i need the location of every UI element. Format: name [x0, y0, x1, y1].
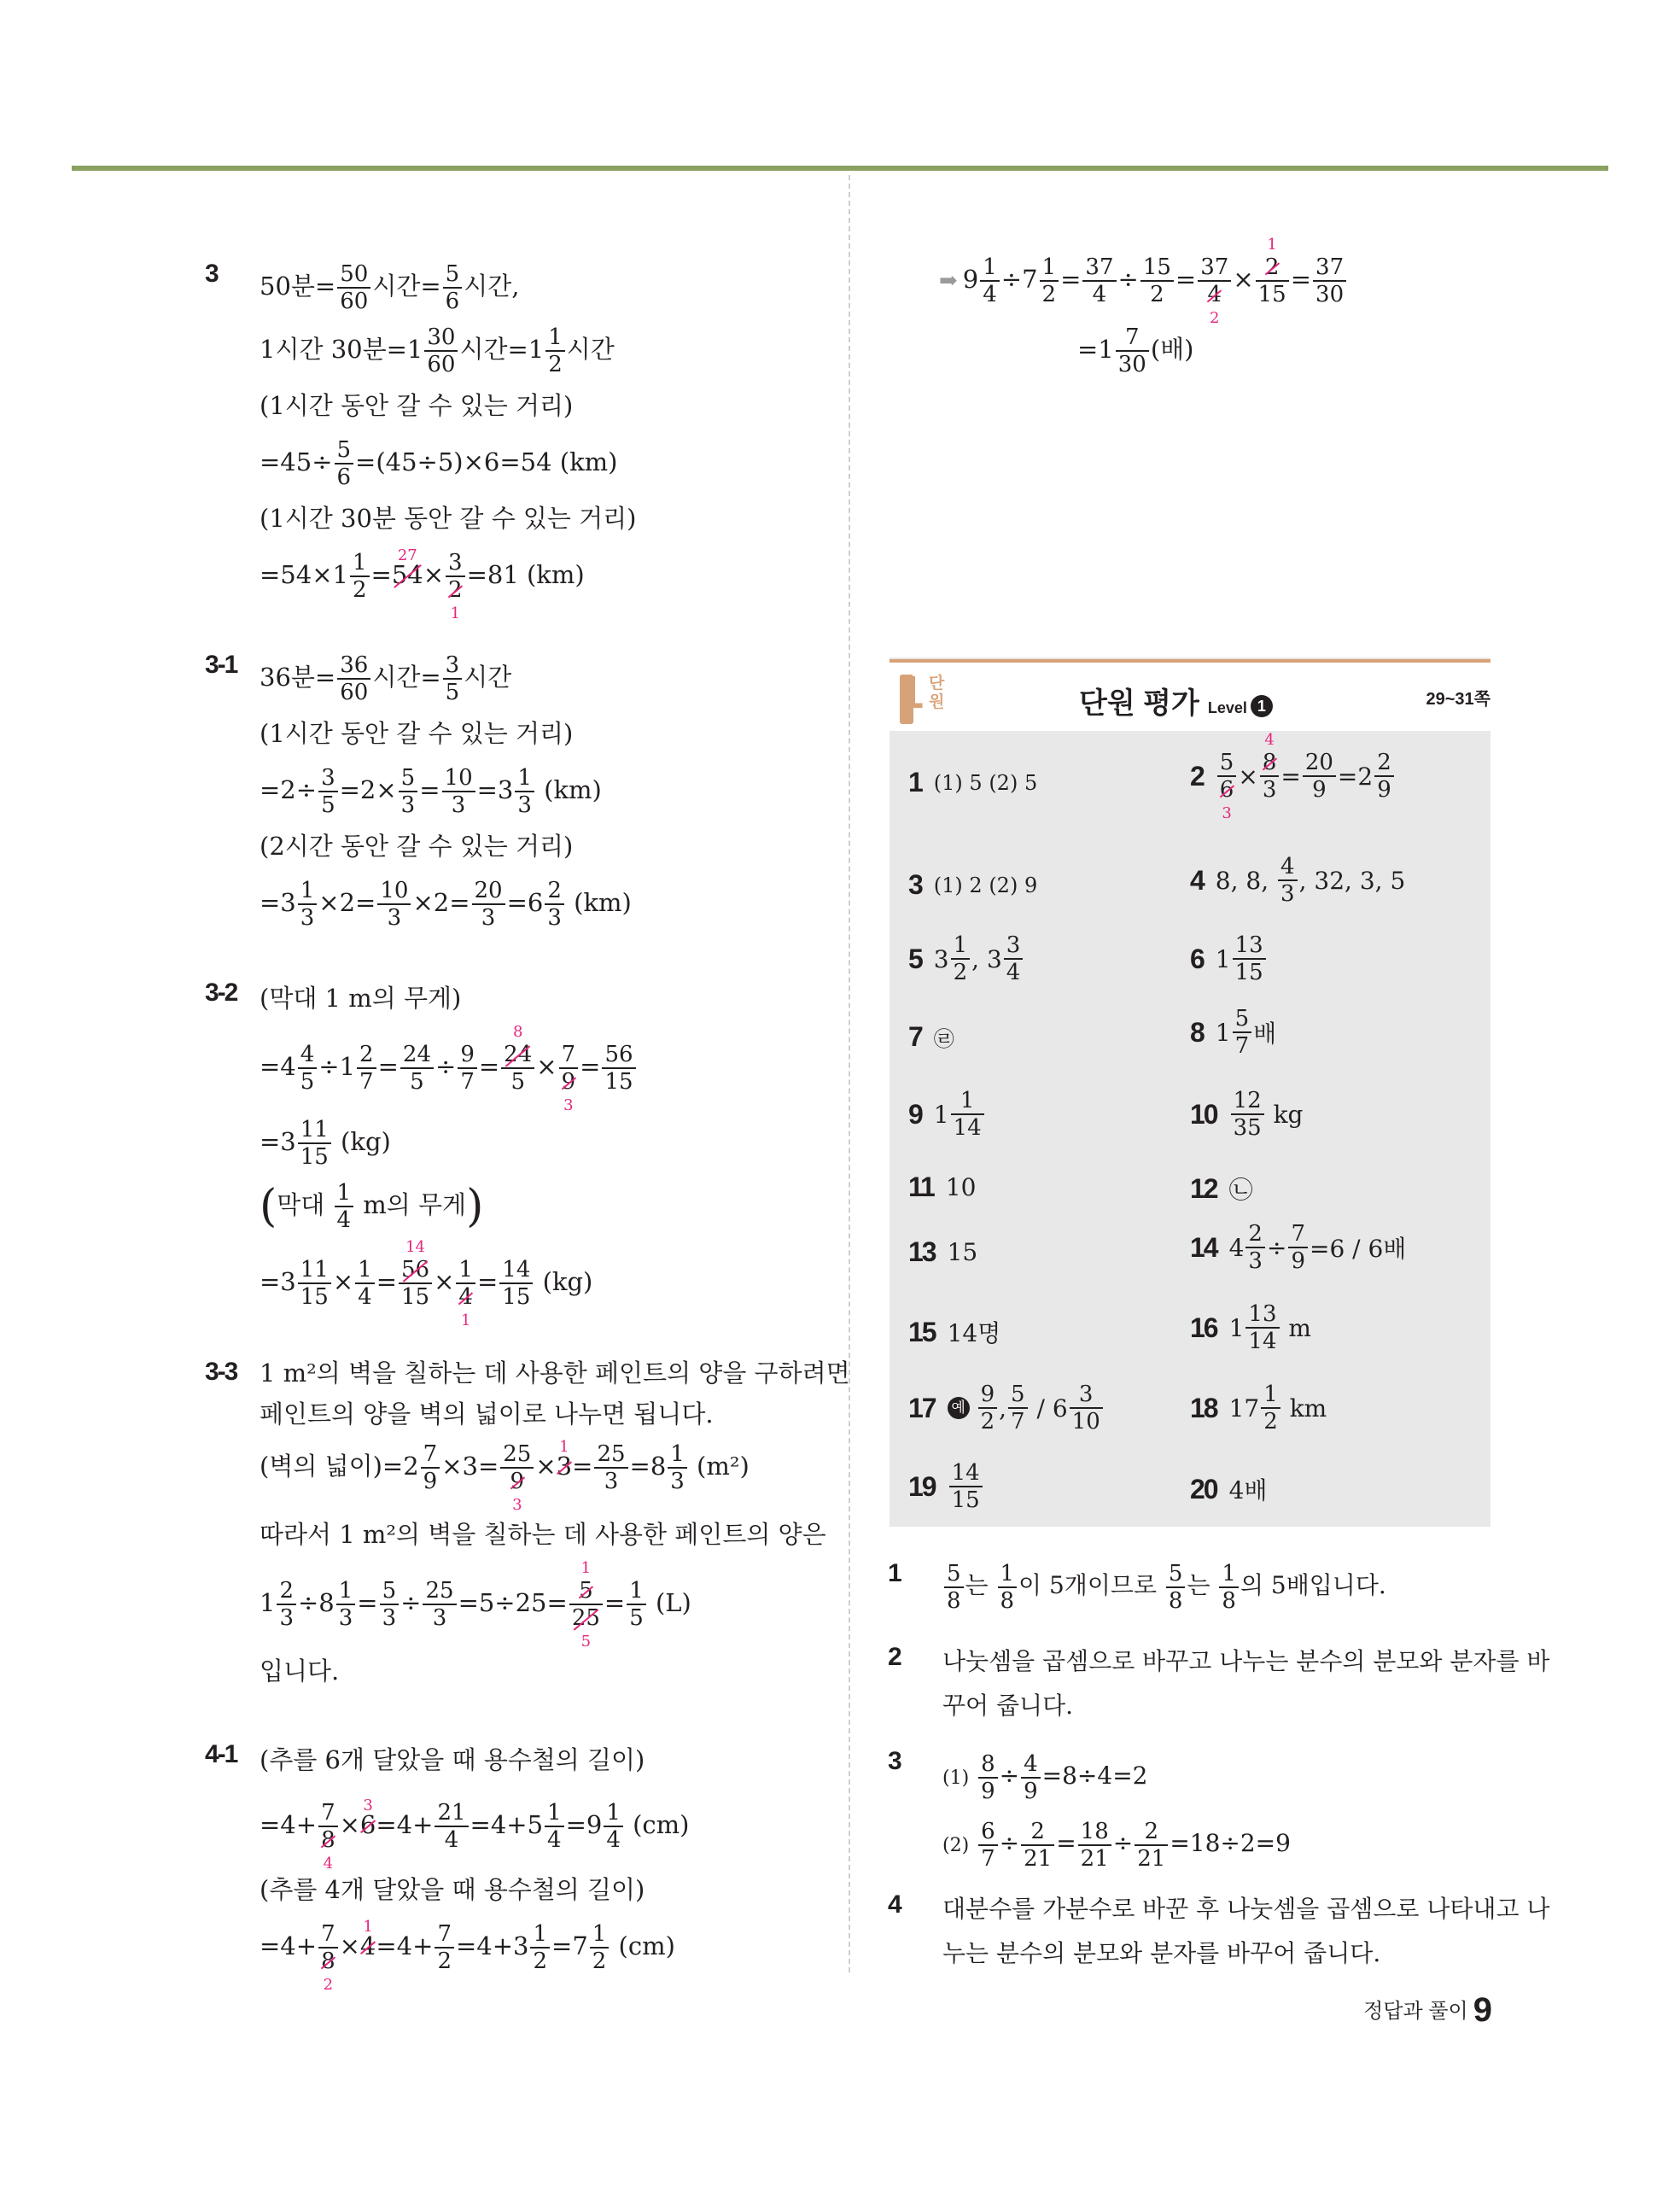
evaluation-title: 단원 평가 Level 1 [1079, 680, 1273, 722]
column-divider [849, 175, 850, 1972]
answer-8: 8 1 5 7 배 [1190, 1006, 1277, 1059]
answer-10: 10 12 35 kg [1190, 1088, 1304, 1141]
problem-number: 3-1 [205, 651, 237, 679]
answer-14: 14 4 2 3 ÷ $\frac{7}{9}$ =6 / 6배 [1190, 1221, 1407, 1274]
problem-number: 4-1 [205, 1740, 237, 1768]
answer-2: 2 5 6 3 × 4 8 3 = 20 9 =2 2 9 [1190, 751, 1396, 801]
problem-3-2: 3-2 (막대 1 m의 무게) =4 $\frac{4}{5}$ ÷1 $\frac{2}{7}$ = $\frac{24}{5}$ ÷ $\frac{9}{7}$ = 8 24 5 × 7 9 3 = $\frac{56}{15}$ =3 $\frac{11}{15}$ (kg) (막대 $\frac{1}{4}$ m의 무게) =3 $\frac{11}{15}$ × $\frac{1}{4}$ = 14 56 15 × 1 4 1 = $\frac{14}{15}$ (kg) [205, 973, 820, 1313]
solution-1: 1 $\frac{5}{8}$ 는 $\frac{1}{8}$ 이 5개이므로 $\frac{5}{8}$ 는 $\frac{1}{8}$ 의 5배입니다. [888, 1559, 1386, 1614]
solution-4: 4 대분수를 가분수로 바꾼 후 나눗셈을 곱셈으로 나타내고 나누는 분수의 분모와 분자를 바꾸어 줍니다. [888, 1890, 1550, 1967]
right-column-continuation: ➡ 9 $\frac{1}{4}$ ÷7 $\frac{1}{2}$ = $\frac{37}{4}$ ÷ $\frac{15}{2}$ = 37 4 2 × 1 2 15 = $\frac{37}{30}$ =1 $\frac{7}{30}$ (배) [888, 248, 1502, 381]
level-badge: 1 [1251, 695, 1273, 717]
problem-number: 3 [205, 260, 218, 288]
example-badge: 예 [948, 1397, 970, 1419]
unit-number: 1 [898, 667, 925, 718]
answer-15: 15 14명 [908, 1316, 1001, 1347]
unit-word: 단원 [929, 675, 945, 711]
problem-4-1: 4-1 (추를 6개 달았을 때 용수철의 길이) =4+ 7 8 4 × 3 6=4+ $\frac{21}{4}$ =4+5 $\frac{1}{4}$ =9 $\frac{1}{4}$ (cm) (추를 4개 달았을 때 용수철의 길이) =4+ 7 8 2 × 1 4=4+ $\frac{7}{2}$ =4+3 $\frac{1}{2}$ =7 $\frac{1}{2}$ (cm) [205, 1740, 690, 1994]
unit-evaluation-header [890, 659, 1490, 731]
left-column [205, 254, 850, 2017]
solution-2: 2 나눗셈을 곱셈으로 바꾸고 나누는 분수의 분모와 분자를 바꾸어 줍니다. [888, 1643, 1550, 1720]
problem-3: 3 50분= $\frac{50}{60}$ 시간= $\frac{5}{6}$ 시간, 1시간 30분=1 $\frac{30}{60}$ 시간=1 $\frac{1}{2}$ 시간 (1시간 동안 갈 수 있는 거리) =45÷ $\frac{5}{6}$ =(45÷5)×6=54 (km) (1시간 30분 동안 갈 수 있는 거리) =54×1 $\frac{1}{2}$ = 27 54× 3 2 1 =81 (km) [205, 260, 637, 622]
problem-3-3: 3-3 1 m²의 벽을 칠하는 데 사용한 페인트의 양을 구하려면 페인트의 양을 벽의 넓이로 나누면 됩니다. (벽의 넓이)=2 $\frac{7}{9}$ ×3= 25 9 3 × 1 3= $\frac{25}{3}$ =8 $\frac{1}{3}$ (m²) 따라서 1 m²의 벽을 칠하는 데 사용한 페인트의 양은 1 $\frac{2}{3}$ ÷8 $\frac{1}{3}$ = $\frac{5}{3}$ ÷ $\frac{25}{3}$ =5÷25= 1 5 25 5 = $\frac{1}{5}$ (L) 입니다. [205, 1358, 850, 1686]
answer-11: 11 10 [908, 1171, 977, 1202]
answer-6: 6 1 13 15 [1190, 934, 1268, 984]
answer-16: 16 1 13 14 m [1190, 1301, 1311, 1354]
answer-20: 20 4배 [1190, 1473, 1268, 1504]
page-range: 29~31쪽 [1426, 690, 1490, 709]
answer-17: 17 예 9 2 , 5 7 / 6 3 10 [908, 1383, 1105, 1433]
answer-18: 18 17 1 2 km [1190, 1382, 1327, 1434]
solution-3: 3 (1) $\frac{8}{9}$ ÷ $\frac{4}{9}$ =8÷4=2 (2) $\frac{6}{7}$ ÷ $\frac{2}{21}$ = $\frac{18}{21}$ ÷ $\frac{2}{21}$ =18÷2=9 [888, 1747, 1291, 1872]
answer-7: 7 ㉣ [908, 1021, 954, 1052]
answer-1: 1 (1) 5 (2) 5 [908, 767, 1038, 798]
arrow-icon: ➡ [939, 268, 958, 294]
answer-19: 19 14 15 [908, 1462, 984, 1511]
page-number: 9 [1473, 1991, 1492, 2029]
page-footer: 정답과 풀이 9 [1363, 1991, 1492, 2029]
header-rule [72, 166, 1608, 171]
problem-3-1: 3-1 36분= $\frac{36}{60}$ 시간= $\frac{3}{5}$ 시간 (1시간 동안 갈 수 있는 거리) =2÷ $\frac{3}{5}$ =2× $\frac{5}{3}$ = $\frac{10}{3}$ =3 $\frac{1}{3}$ (km) (2시간 동안 갈 수 있는 거리) =3 $\frac{1}{3}$ ×2= $\frac{10}{3}$ ×2= $\frac{20}{3}$ =6 $\frac{2}{3}$ (km) [205, 651, 632, 931]
answer-13: 13 15 [908, 1236, 978, 1267]
answer-4: 4 8, 8, 4 3 , 32, 3, 5 [1190, 854, 1406, 907]
problem-number: 3-2 [205, 979, 237, 1007]
answer-5: 5 3 1 2 , 3 3 4 [908, 934, 1024, 984]
answer-12: 12 ㉡ [1190, 1172, 1253, 1204]
answer-9: 9 1 1 14 [908, 1090, 986, 1139]
problem-number: 3-3 [205, 1358, 237, 1386]
answer-3: 3 (1) 2 (2) 9 [908, 869, 1038, 900]
